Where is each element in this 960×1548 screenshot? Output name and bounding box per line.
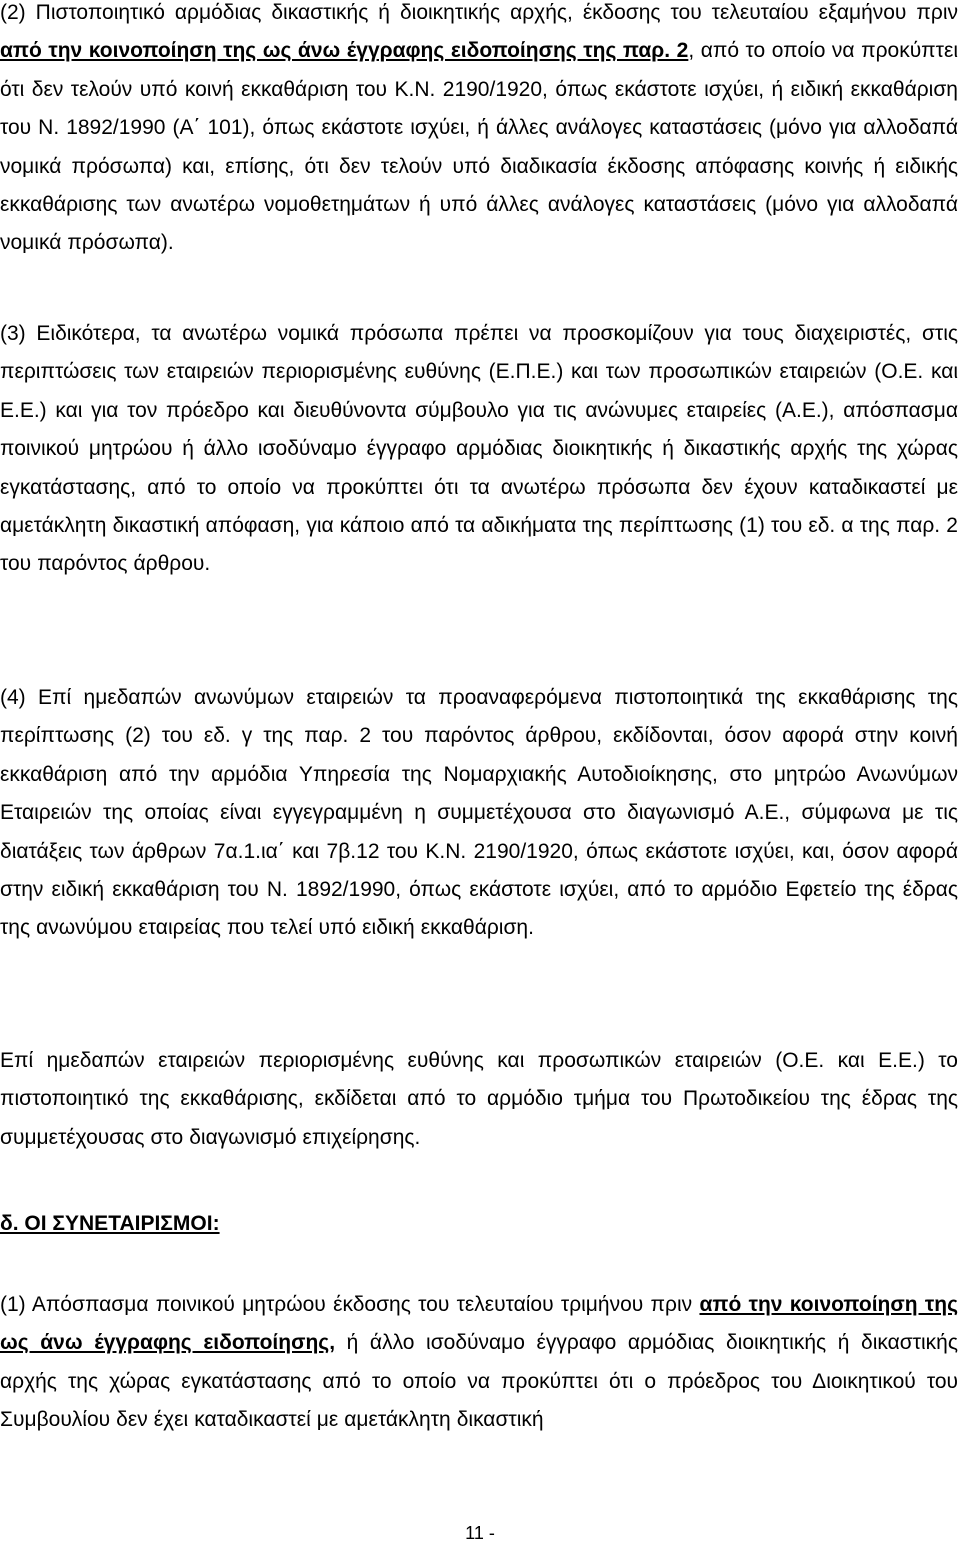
page-number: 11 - [465, 1523, 495, 1543]
section-heading: δ. ΟΙ ΣΥΝΕΤΑΙΡΙΣΜΟΙ: [0, 1212, 220, 1235]
paragraph-4: (4) Επί ημεδαπών ανωνύμων εταιρειών τα προαναφερόμενα πιστοποιητικά της εκκαθάρισης της περίπτωσης (2) του εδ. γ της παρ. 2 του παρόντος άρθρου, εκδίδονται, όσον αφορά στην κοινή εκκαθάριση από την αρμόδια Υπηρεσία της Νομαρχιακής Αυτοδιοίκησης, στο μητρώο Ανωνύμων Εταιρειών της οποίας είναι εγγεγραμμένη η συμμετέχουσα στο διαγωνισμό Α.Ε., σύμφωνα με τις διατάξεις των άρθρων 7α.1.ια΄ και 7β.12 του Κ.Ν. 2190/1920, όπως εκάστοτε ισχύει, και, όσον αφορά στην ειδική εκκαθάριση του Ν. 1892/1990, όπως εκάστοτε ισχύει, από το αρμόδιο Εφετείο της έδρας της ανωνύμου εταιρείας που τελεί υπό ειδική εκκαθάριση. [0, 686, 958, 940]
paragraph-2 [0, 0, 958, 263]
paragraph-6-text-b: ή άλλο ισοδύναμο έγγραφο αρμόδιας διοικητικής ή δικαστικής αρχής της χώρας εγκατάστασης από το οποίο να προκύπτει ότι ο πρόεδρος του Διοικητικού του Συμβουλίου δεν έχει καταδικαστεί με αμετάκλητη δικαστική [0, 1331, 958, 1432]
paragraph-6 [0, 1286, 958, 1440]
paragraph-2-text-b: , από το οποίο να προκύπτει ότι δεν τελούν υπό κοινή εκκαθάριση του Κ.Ν. 2190/1920, όπως εκάστοτε ισχύει, ή ειδική εκκαθάριση του Ν. 1892/1990 (Α΄ 101), όπως εκάστοτε ισχύει, ή άλλες ανάλογες καταστάσεις (μόνο για αλλοδαπά νομικά πρόσωπα) και, επίσης, ότι δεν τελούν υπό διαδικασία έκδοσης απόφασης κοινής ή ειδικής εκκαθάρισης των ανωτέρω νομοθετημάτων ή υπό άλλες ανάλογες καταστάσεις (μόνο για αλλοδαπά νομικά πρόσωπα). [0, 39, 958, 255]
paragraph-5: Επί ημεδαπών εταιρειών περιορισμένης ευθύνης και προσωπικών εταιρειών (Ο.Ε. και Ε.Ε.) το πιστοποιητικό της εκκαθάρισης, εκδίδεται από το αρμόδιο τμήμα του Πρωτοδικείου της έδρας της συμμετέχουσας στο διαγωνισμό επιχείρησης. [0, 1049, 958, 1149]
paragraph-3: (3) Ειδικότερα, τα ανωτέρω νομικά πρόσωπα πρέπει να προσκομίζουν για τους διαχειριστές, στις περιπτώσεις των εταιρειών περιορισμένης ευθύνης (Ε.Π.Ε.) και των προσωπικών εταιρειών (Ο.Ε. και Ε.Ε.) και για τον πρόεδρο και διευθύνοντα σύμβουλο για τις ανώνυμες εταιρείες (Α.Ε.), απόσπασμα ποινικού μητρώου ή άλλο ισοδύναμο έγγραφο αρμόδιας διοικητικής ή δικαστικής αρχής της χώρας εγκατάστασης, από το οποίο να προκύπτει ότι τα ανωτέρω πρόσωπα δεν έχουν καταδικαστεί με αμετάκλητη δικαστική απόφαση, για κάποιο από τα αδικήματα της περίπτωσης (1) του εδ. α της παρ. 2 του παρόντος άρθρου. [0, 322, 958, 576]
paragraph-2-emphasis: από την κοινοποίηση της ως άνω έγγραφης ειδοποίησης της παρ. 2 [0, 39, 689, 63]
paragraph-2-text-a: (2) Πιστοποιητικό αρμόδιας δικαστικής ή διοικητικής αρχής, έκδοσης του τελευταίου εξαμήνου πριν [0, 1, 958, 24]
paragraph-6-text-a: (1) Απόσπασμα ποινικού μητρώου έκδοσης του τελευταίου τριμήνου πριν [0, 1293, 700, 1316]
paragraph-6-emphasis: από την κοινοποίηση της ως άνω έγγραφης ειδοποίησης, [0, 1293, 958, 1355]
